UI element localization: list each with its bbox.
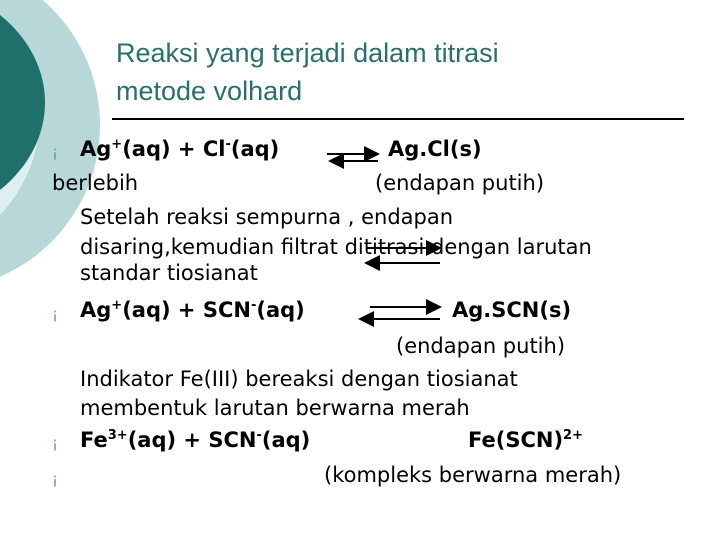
text-endapan-putih-2: (endapan putih) <box>396 334 566 358</box>
equation-1-reactants <box>80 136 279 162</box>
bullet-icon: ¡ <box>52 434 59 452</box>
title-underline <box>112 118 684 120</box>
eq3-product-sup: 2+ <box>563 428 583 443</box>
eq2-plus-sup: + <box>111 298 123 313</box>
bullet-icon: ¡ <box>52 305 59 323</box>
paragraph-1-line-3: standar tiosianat <box>80 261 258 285</box>
eq2-ag: Ag <box>80 298 112 322</box>
slide-title <box>116 34 676 110</box>
eq1-aq2: (aq) <box>230 137 280 161</box>
equation-1-product: Ag.Cl(s) <box>388 137 482 161</box>
equation-3-product <box>468 427 583 453</box>
title-line-2: metode volhard <box>116 76 303 106</box>
bullet-icon: ¡ <box>52 470 59 488</box>
paragraph-1-line-2: disaring,kemudian filtrat dititrasi dengan larutan <box>80 235 592 259</box>
title-line-1: Reaksi yang terjadi dalam titrasi <box>116 38 499 68</box>
eq3-minus-sup: - <box>256 428 262 443</box>
text-kompleks-merah: (kompleks berwarna merah) <box>324 463 622 487</box>
eq1-minus-sup: - <box>225 137 231 152</box>
eq3-aq2: (aq) <box>261 428 311 452</box>
eq3-fe-sup: 3+ <box>107 428 128 443</box>
eq1-ag: Ag <box>80 137 112 161</box>
paragraph-1-line-1: Setelah reaksi sempurna , endapan <box>80 205 454 229</box>
text-berlebih: berlebih <box>52 171 139 195</box>
eq2-aq2: (aq) <box>256 298 305 322</box>
eq3-aq1: (aq) + SCN <box>127 428 257 452</box>
eq1-aq1: (aq) + Cl <box>122 137 226 161</box>
eq2-minus-sup: - <box>250 298 257 313</box>
equilibrium-arrow-1-icon <box>327 154 378 161</box>
eq3-fe: Fe <box>80 428 108 452</box>
equation-3-reactants <box>80 427 310 453</box>
eq1-plus-sup: + <box>111 137 123 152</box>
bullet-icon: ¡ <box>52 143 59 161</box>
eq3-product: Fe(SCN) <box>468 428 564 452</box>
paragraph-2-line-2: membentuk larutan berwarna merah <box>80 396 470 420</box>
equation-2-reactants <box>80 297 305 323</box>
text-endapan-putih-1: (endapan putih) <box>375 171 545 195</box>
paragraph-2-line-1: Indikator Fe(III) bereaksi dengan tiosianat <box>80 367 518 391</box>
equilibrium-arrow-2-icon <box>360 307 440 319</box>
eq2-aq1: (aq) + SCN <box>122 298 251 322</box>
equation-2-product: Ag.SCN(s) <box>452 298 572 322</box>
